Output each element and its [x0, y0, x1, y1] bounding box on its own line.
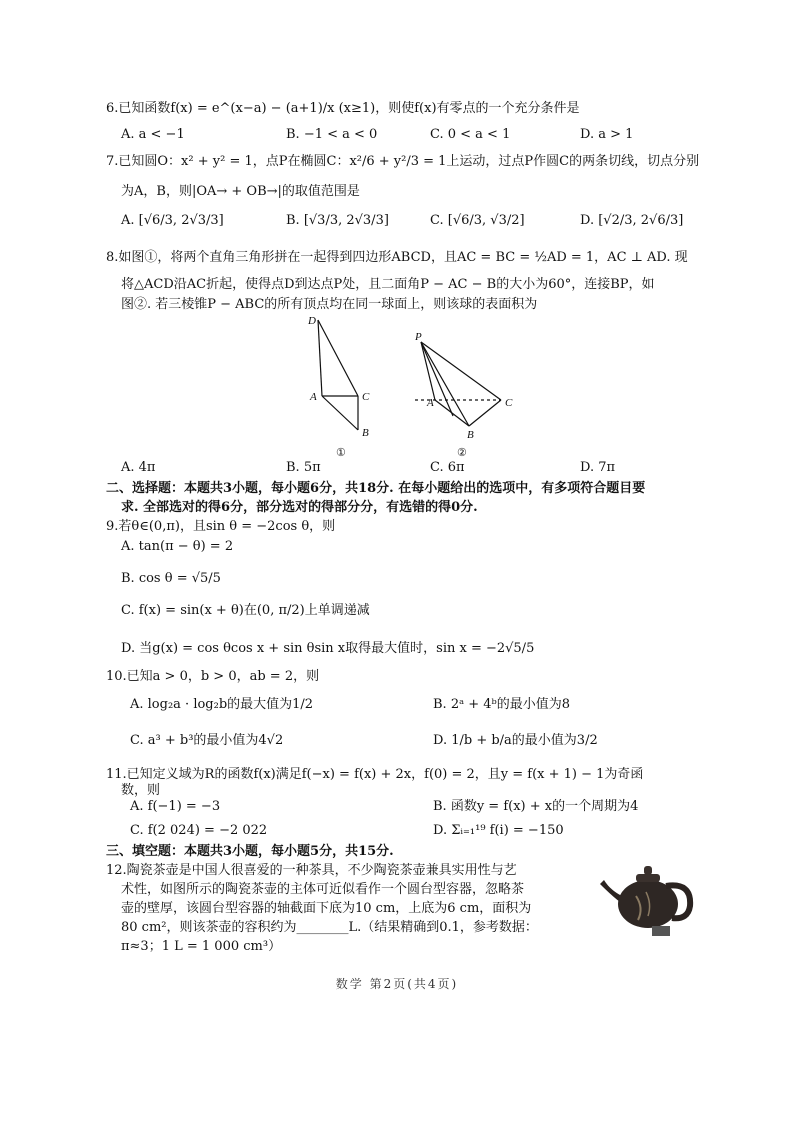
figure-2	[405, 326, 525, 462]
q11-option-c: C. f(2 024) = −2 022	[130, 823, 268, 838]
q12-line3: 壶的壁厚，该圆台型容器的轴截面下底为10 cm，上底为6 cm，面积为	[121, 901, 532, 916]
q12-line4: 80 cm²，则该茶壶的容积约为________L.（结果精确到0.1，参考数据：	[121, 920, 538, 935]
q11-option-d: D. Σᵢ₌₁¹⁹ f(i) = −150	[433, 823, 564, 838]
q8-option-d: D. 7π	[580, 460, 616, 475]
q7-stem-line2: 为A，B，则|OA→ + OB→|的取值范围是	[121, 184, 360, 199]
q7-option-d: D. [√2/3, 2√6/3]	[580, 213, 684, 228]
q9-option-a: A. tan(π − θ) = 2	[121, 539, 234, 554]
q9-option-d: D. 当g(x) = cos θcos x + sin θsin x取得最大值时，sin x = −2√5/5	[121, 641, 535, 656]
fig2-label-p: P	[415, 331, 422, 343]
q7-stem-line1: 7.已知圆O：x² + y² = 1，点P在椭圆C：x²/6 + y²/3 = 1上运动，过点P作圆C的两条切线，切点分别	[106, 154, 700, 169]
fig2-caption: ②	[457, 447, 467, 459]
teapot-image	[592, 856, 702, 938]
q10-option-d: D. 1/b + b/a的最小值为3/2	[433, 733, 598, 748]
fig1-label-b: B	[362, 427, 369, 439]
q11-option-b: B. 函数y = f(x) + x的一个周期为4	[433, 799, 639, 814]
q9-option-c: C. f(x) = sin(x + θ)在(0, π/2)上单调递减	[121, 603, 370, 618]
q8-option-a: A. 4π	[121, 460, 156, 475]
q12-line1: 12.陶瓷茶壶是中国人很喜爱的一种茶具，不少陶瓷茶壶兼具实用性与艺	[106, 863, 517, 878]
q10-option-b: B. 2ᵃ + 4ᵇ的最小值为8	[433, 697, 571, 712]
fig2-label-a: A	[427, 397, 434, 409]
q7-option-a: A. [√6/3, 2√3/3]	[121, 213, 224, 228]
figure-1	[300, 312, 380, 462]
q11-stem-line2: 数，则	[121, 783, 161, 798]
q9-stem: 9.若θ∈(0,π)，且sin θ = −2cos θ，则	[106, 519, 336, 534]
q7-option-b: B. [√3/3, 2√3/3]	[286, 213, 389, 228]
fig2-label-b: B	[467, 429, 474, 441]
q8-option-b: B. 5π	[286, 460, 321, 475]
q8-stem-line2: 将△ACD沿AC折起，使得点D到达点P处，且二面角P − AC − B的大小为60°，连接BP，如	[121, 277, 655, 292]
fig1-label-a: A	[310, 391, 317, 403]
section2-heading-line1: 二、选择题：本题共3小题，每小题6分，共18分. 在每小题给出的选项中，有多项符合题目要	[106, 481, 646, 496]
q10-stem: 10.已知a > 0，b > 0，ab = 2，则	[106, 669, 320, 684]
section3-heading: 三、填空题：本题共3小题，每小题5分，共15分.	[106, 844, 394, 859]
q8-stem-line1: 8.如图①，将两个直角三角形拼在一起得到四边形ABCD，且AC = BC = ½AD = 1，AC ⊥ AD. 现	[106, 250, 688, 265]
fig1-label-d: D	[308, 315, 316, 327]
q8-option-c: C. 6π	[430, 460, 465, 475]
fig1-caption: ①	[336, 447, 346, 459]
q10-option-a: A. log₂a · log₂b的最大值为1/2	[130, 697, 314, 712]
q6-option-b: B. −1 < a < 0	[286, 127, 378, 142]
q7-option-c: C. [√6/3, √3/2]	[430, 213, 525, 228]
q6-option-c: C. 0 < a < 1	[430, 127, 511, 142]
q12-line2: 术性，如图所示的陶瓷茶壶的主体可近似看作一个圆台型容器，忽略茶	[121, 882, 525, 897]
q10-option-c: C. a³ + b³的最小值为4√2	[130, 733, 284, 748]
q11-option-a: A. f(−1) = −3	[130, 799, 221, 814]
q6-option-a: A. a < −1	[121, 127, 185, 142]
figure-1-lines	[318, 320, 358, 430]
page-footer: 数学 第2页(共4页)	[335, 977, 459, 991]
q6-option-d: D. a > 1	[580, 127, 634, 142]
fig1-label-c: C	[362, 391, 370, 403]
fig2-label-c: C	[505, 397, 513, 409]
figure-2-lines	[415, 342, 501, 426]
section2-heading-line2: 求. 全部选对的得6分，部分选对的得部分分，有选错的得0分.	[121, 500, 478, 515]
q8-stem-line3: 图②. 若三棱锥P − ABC的所有顶点均在同一球面上，则该球的表面积为	[121, 297, 538, 312]
q11-stem-line1: 11.已知定义域为R的函数f(x)满足f(−x) = f(x) + 2x，f(0) = 2，且y = f(x + 1) − 1为奇函	[106, 767, 644, 782]
q6-stem: 6.已知函数f(x) = e^(x−a) − (a+1)/x (x≥1)，则使f(x)有零点的一个充分条件是	[106, 101, 580, 116]
q9-option-b: B. cos θ = √5/5	[121, 571, 221, 586]
q12-line5: π≈3；1 L = 1 000 cm³）	[121, 939, 282, 954]
